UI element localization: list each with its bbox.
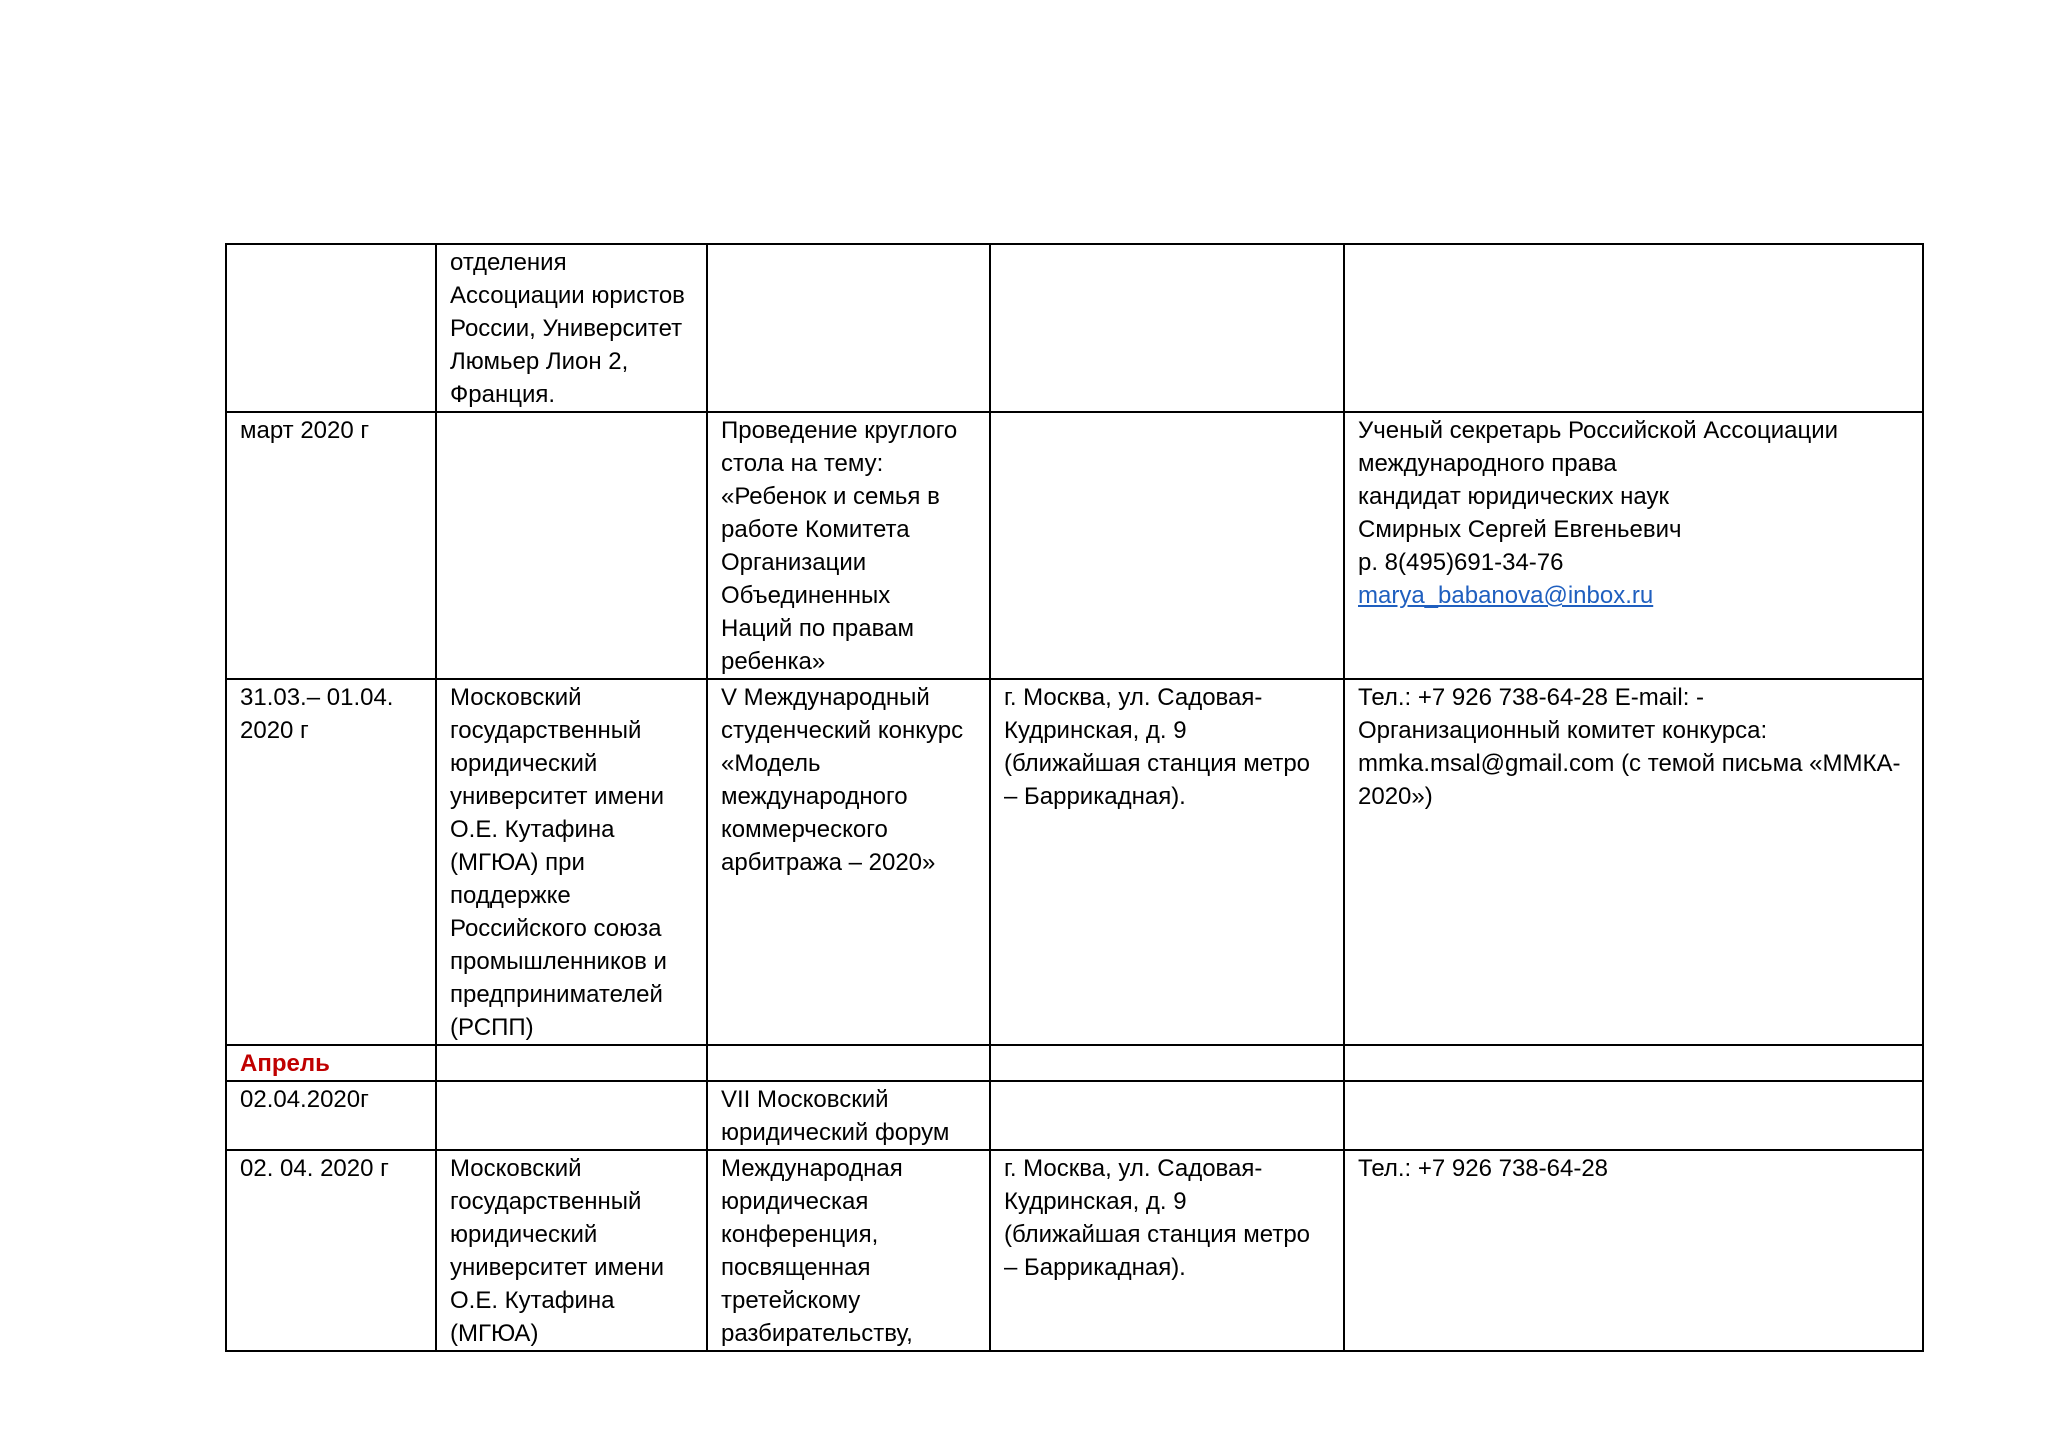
empty-cell	[990, 1045, 1344, 1081]
organizer-cell	[436, 412, 707, 679]
place-cell	[990, 1081, 1344, 1150]
table-row	[226, 679, 1923, 1045]
event-cell: Международная юридическая конференция, посвященная третейскому разбирательству,	[707, 1150, 990, 1351]
organizer-cell	[436, 1081, 707, 1150]
organizer-cell: отделения Ассоциации юристов России, Университет Люмьер Лион 2, Франция.	[436, 244, 707, 412]
organizer-cell: Московский государственный юридический университет имени О.Е. Кутафина (МГЮА)	[436, 1150, 707, 1351]
date-cell	[226, 244, 436, 412]
table-row	[226, 1081, 1923, 1150]
email-link[interactable]: marya_babanova@inbox.ru	[1358, 582, 1654, 609]
contacts-cell: Тел.: +7 926 738-64-28	[1344, 1150, 1923, 1351]
date-cell: 02. 04. 2020 г	[226, 1150, 436, 1351]
month-heading: Апрель	[226, 1045, 436, 1081]
empty-cell	[436, 1045, 707, 1081]
date-cell: 31.03.– 01.04. 2020 г	[226, 679, 436, 1045]
event-cell	[707, 244, 990, 412]
contacts-cell: Тел.: +7 926 738-64-28 E-mail: - Организационный комитет конкурса: mmka.msal@gmail.com (с темой письма «ММКА- 2020»)	[1344, 679, 1923, 1045]
empty-cell	[707, 1045, 990, 1081]
organizer-cell: Московский государственный юридический университет имени О.Е. Кутафина (МГЮА) при поддержке Российского союза промышленников и предпринимателей (РСПП)	[436, 679, 707, 1045]
contacts-text: Ученый секретарь Российской Ассоциации международного права кандидат юридических наук Смирных Сергей Евгеньевич р. 8(495)691-34-76	[1358, 417, 1838, 576]
table-row	[226, 244, 1923, 412]
date-cell: 02.04.2020г	[226, 1081, 436, 1150]
place-cell: г. Москва, ул. Садовая- Кудринская, д. 9 (ближайшая станция метро – Баррикадная).	[990, 679, 1344, 1045]
contacts-cell	[1344, 244, 1923, 412]
date-cell: март 2020 г	[226, 412, 436, 679]
table-row	[226, 1150, 1923, 1351]
event-cell: V Международный студенческий конкурс «Модель международного коммерческого арбитража – 2020»	[707, 679, 990, 1045]
table-row	[226, 412, 1923, 679]
place-cell	[990, 244, 1344, 412]
event-cell: Проведение круглого стола на тему: «Ребенок и семья в работе Комитета Организации Объединенных Наций по правам ребенка»	[707, 412, 990, 679]
events-table	[225, 243, 1924, 1352]
place-cell: г. Москва, ул. Садовая- Кудринская, д. 9 (ближайшая станция метро – Баррикадная).	[990, 1150, 1344, 1351]
month-row	[226, 1045, 1923, 1081]
event-cell: VII Московский юридический форум	[707, 1081, 990, 1150]
contacts-cell	[1344, 1081, 1923, 1150]
contacts-cell	[1344, 412, 1923, 679]
empty-cell	[1344, 1045, 1923, 1081]
place-cell	[990, 412, 1344, 679]
